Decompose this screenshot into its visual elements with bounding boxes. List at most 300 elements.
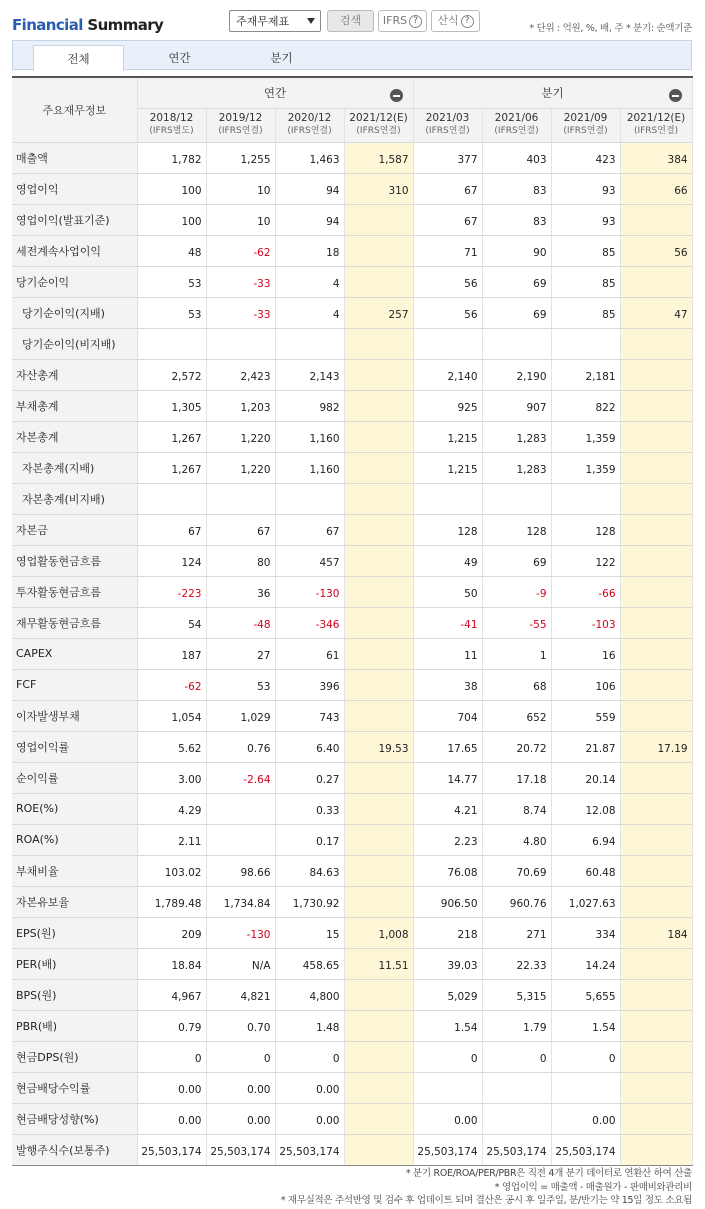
table-cell: 47 bbox=[620, 297, 692, 328]
table-cell: 67 bbox=[137, 514, 206, 545]
table-cell bbox=[620, 545, 692, 576]
table-cell: 100 bbox=[137, 204, 206, 235]
table-cell bbox=[344, 669, 413, 700]
table-cell: -103 bbox=[551, 607, 620, 638]
row-label: 당기순이익(비지배) bbox=[12, 328, 137, 359]
table-cell: 4.29 bbox=[137, 793, 206, 824]
table-cell: 1 bbox=[482, 638, 551, 669]
row-label: 자본총계(비지배) bbox=[12, 483, 137, 514]
table-cell: 1,734.84 bbox=[206, 886, 275, 917]
period-basis: (IFRS별도) bbox=[149, 126, 194, 136]
row-label: 순이익률 bbox=[12, 762, 137, 793]
period-basis: (IFRS연결) bbox=[425, 126, 470, 136]
table-cell: 83 bbox=[482, 204, 551, 235]
table-cell: -346 bbox=[275, 607, 344, 638]
table-cell: 187 bbox=[137, 638, 206, 669]
table-cell: 0.00 bbox=[275, 1103, 344, 1134]
tab-annual[interactable]: 연간 bbox=[168, 51, 191, 65]
table-row bbox=[12, 855, 692, 886]
tab-quarterly[interactable]: 분기 bbox=[270, 51, 293, 65]
table-cell: 67 bbox=[275, 514, 344, 545]
row-label: 매출액 bbox=[12, 142, 137, 173]
table-row bbox=[12, 700, 692, 731]
table-cell: 25,503,174 bbox=[482, 1134, 551, 1165]
table-cell: 76.08 bbox=[413, 855, 482, 886]
row-label: 영업활동현금흐름 bbox=[12, 545, 137, 576]
table-cell: 982 bbox=[275, 390, 344, 421]
table-cell: 0 bbox=[551, 1041, 620, 1072]
table-cell bbox=[620, 576, 692, 607]
table-cell bbox=[620, 638, 692, 669]
table-cell bbox=[206, 328, 275, 359]
table-cell bbox=[344, 1134, 413, 1165]
table-cell: 1,203 bbox=[206, 390, 275, 421]
collapse-annual-icon[interactable] bbox=[390, 89, 403, 102]
footnote: * 재무실적은 주석반영 및 검수 후 업데이트 되며 결산은 공시 후 일주일, 분/반기는 약 15일 정도 소요됨 bbox=[280, 1195, 692, 1206]
table-cell: 0.00 bbox=[413, 1103, 482, 1134]
row-label: 투자활동현금흐름 bbox=[12, 576, 137, 607]
table-cell: 5,655 bbox=[551, 979, 620, 1010]
row-label: EPS(원) bbox=[12, 917, 137, 948]
ifrs-help-button[interactable] bbox=[378, 10, 427, 32]
table-row bbox=[12, 793, 692, 824]
table-cell: 4 bbox=[275, 266, 344, 297]
table-cell bbox=[344, 266, 413, 297]
table-cell: 218 bbox=[413, 917, 482, 948]
annual-group-header bbox=[137, 77, 413, 108]
table-cell: 4,800 bbox=[275, 979, 344, 1010]
table-cell bbox=[620, 607, 692, 638]
table-cell: 377 bbox=[413, 142, 482, 173]
table-cell bbox=[344, 886, 413, 917]
table-cell: 0 bbox=[137, 1041, 206, 1072]
table-cell: 50 bbox=[413, 576, 482, 607]
table-cell: 2,572 bbox=[137, 359, 206, 390]
period-header bbox=[275, 108, 344, 142]
table-row bbox=[12, 142, 692, 173]
table-cell: 70.69 bbox=[482, 855, 551, 886]
row-label: 영업이익(발표기준) bbox=[12, 204, 137, 235]
period-label: 2021/12(E) bbox=[626, 112, 686, 124]
table-cell bbox=[344, 824, 413, 855]
table-cell: -62 bbox=[206, 235, 275, 266]
table-cell: 271 bbox=[482, 917, 551, 948]
table-cell bbox=[620, 669, 692, 700]
row-label: PBR(배) bbox=[12, 1010, 137, 1041]
table-row bbox=[12, 917, 692, 948]
table-cell: 85 bbox=[551, 266, 620, 297]
table-cell: 106 bbox=[551, 669, 620, 700]
period-label: 2019/12 bbox=[218, 112, 263, 124]
table-row bbox=[12, 731, 692, 762]
table-cell: 257 bbox=[344, 297, 413, 328]
table-cell: 84.63 bbox=[275, 855, 344, 886]
table-cell: -48 bbox=[206, 607, 275, 638]
table-cell bbox=[620, 793, 692, 824]
table-cell: -66 bbox=[551, 576, 620, 607]
table-cell: 0 bbox=[206, 1041, 275, 1072]
table-cell: 1.48 bbox=[275, 1010, 344, 1041]
row-label: 자본금 bbox=[12, 514, 137, 545]
table-cell: 6.94 bbox=[551, 824, 620, 855]
table-cell bbox=[620, 1072, 692, 1103]
tab-all[interactable]: 전체 bbox=[33, 45, 124, 71]
table-cell: 0.17 bbox=[275, 824, 344, 855]
table-cell: 39.03 bbox=[413, 948, 482, 979]
period-header bbox=[137, 108, 206, 142]
table-cell: 0 bbox=[482, 1041, 551, 1072]
row-label: 세전계속사업이익 bbox=[12, 235, 137, 266]
table-cell: 559 bbox=[551, 700, 620, 731]
table-cell bbox=[620, 421, 692, 452]
table-cell: 1,283 bbox=[482, 421, 551, 452]
table-cell: 2,181 bbox=[551, 359, 620, 390]
search-button[interactable]: 검색 bbox=[327, 10, 374, 32]
row-label: 영업이익률 bbox=[12, 731, 137, 762]
row-label: FCF bbox=[12, 669, 137, 700]
table-row bbox=[12, 483, 692, 514]
table-cell: -130 bbox=[275, 576, 344, 607]
table-cell: 27 bbox=[206, 638, 275, 669]
table-cell bbox=[620, 855, 692, 886]
row-label: ROE(%) bbox=[12, 793, 137, 824]
table-cell: 1,283 bbox=[482, 452, 551, 483]
row-label: 자본총계(지배) bbox=[12, 452, 137, 483]
footnote: * 영업이익 = 매출액 - 매출원가 - 판매비와관리비 bbox=[494, 1181, 692, 1193]
table-cell: 56 bbox=[620, 235, 692, 266]
period-label: 2021/06 bbox=[494, 112, 539, 124]
table-cell bbox=[620, 390, 692, 421]
section-title bbox=[12, 16, 163, 34]
row-label: 자본유보율 bbox=[12, 886, 137, 917]
table-cell: 1.79 bbox=[482, 1010, 551, 1041]
table-cell bbox=[344, 421, 413, 452]
table-cell: -62 bbox=[137, 669, 206, 700]
table-row bbox=[12, 297, 692, 328]
table-row bbox=[12, 1072, 692, 1103]
table-row bbox=[12, 607, 692, 638]
table-cell: 1,789.48 bbox=[137, 886, 206, 917]
table-row bbox=[12, 824, 692, 855]
row-label: 이자발생부채 bbox=[12, 700, 137, 731]
table-cell: 11.51 bbox=[344, 948, 413, 979]
table-cell bbox=[620, 1134, 692, 1165]
table-cell: 1,255 bbox=[206, 142, 275, 173]
period-label: 2021/09 bbox=[563, 112, 608, 124]
table-cell bbox=[482, 1103, 551, 1134]
table-cell: 0 bbox=[275, 1041, 344, 1072]
table-cell: 1,220 bbox=[206, 452, 275, 483]
table-cell: 10 bbox=[206, 204, 275, 235]
table-row bbox=[12, 514, 692, 545]
footnote: * 분기 ROE/ROA/PER/PBR은 직전 4개 분기 데이터로 연환산 하여 산출 bbox=[405, 1168, 692, 1179]
table-cell: 25,503,174 bbox=[413, 1134, 482, 1165]
table-cell: 5,029 bbox=[413, 979, 482, 1010]
table-cell bbox=[275, 328, 344, 359]
table-cell: 128 bbox=[413, 514, 482, 545]
table-cell: 71 bbox=[413, 235, 482, 266]
table-cell: 21.87 bbox=[551, 731, 620, 762]
row-label: PER(배) bbox=[12, 948, 137, 979]
table-cell: 53 bbox=[206, 669, 275, 700]
table-cell: 4.80 bbox=[482, 824, 551, 855]
row-label: 부채비율 bbox=[12, 855, 137, 886]
table-cell: 457 bbox=[275, 545, 344, 576]
select-value: 주재무제표 bbox=[236, 15, 290, 28]
row-label: 부채총계 bbox=[12, 390, 137, 421]
table-cell: 1,215 bbox=[413, 452, 482, 483]
table-cell: 1,267 bbox=[137, 421, 206, 452]
ifrs-label: IFRS bbox=[382, 14, 408, 27]
table-cell: 0.27 bbox=[275, 762, 344, 793]
formula-help-button[interactable] bbox=[431, 10, 480, 32]
table-row bbox=[12, 1010, 692, 1041]
table-cell bbox=[482, 1072, 551, 1103]
table-cell: 423 bbox=[551, 142, 620, 173]
table-cell: 67 bbox=[413, 204, 482, 235]
table-cell bbox=[620, 204, 692, 235]
table-cell: 384 bbox=[620, 142, 692, 173]
table-cell: 103.02 bbox=[137, 855, 206, 886]
table-cell: 67 bbox=[413, 173, 482, 204]
table-cell: 0.00 bbox=[137, 1072, 206, 1103]
row-label: CAPEX bbox=[12, 638, 137, 669]
table-row bbox=[12, 1103, 692, 1134]
table-cell bbox=[344, 607, 413, 638]
table-row bbox=[12, 328, 692, 359]
quarter-group-header bbox=[413, 77, 692, 108]
table-cell: 90 bbox=[482, 235, 551, 266]
table-cell: -130 bbox=[206, 917, 275, 948]
chevron-down-icon bbox=[307, 18, 315, 24]
table-row bbox=[12, 390, 692, 421]
table-cell bbox=[620, 514, 692, 545]
table-cell: 18 bbox=[275, 235, 344, 266]
table-cell: 396 bbox=[275, 669, 344, 700]
table-cell: 53 bbox=[137, 297, 206, 328]
table-cell: -33 bbox=[206, 297, 275, 328]
period-basis: (IFRS연결) bbox=[633, 126, 679, 136]
table-cell: 85 bbox=[551, 297, 620, 328]
table-row bbox=[12, 1134, 692, 1165]
table-cell: 5.62 bbox=[137, 731, 206, 762]
row-label: 재무활동현금흐름 bbox=[12, 607, 137, 638]
table-cell: 0.00 bbox=[275, 1072, 344, 1103]
table-cell: 4,967 bbox=[137, 979, 206, 1010]
table-cell bbox=[137, 328, 206, 359]
table-row bbox=[12, 421, 692, 452]
table-cell: 0.00 bbox=[137, 1103, 206, 1134]
table-cell bbox=[620, 483, 692, 514]
period-header bbox=[344, 108, 413, 142]
table-cell: 1,029 bbox=[206, 700, 275, 731]
table-cell: 1.54 bbox=[551, 1010, 620, 1041]
table-cell: 19.53 bbox=[344, 731, 413, 762]
table-cell: 48 bbox=[137, 235, 206, 266]
table-cell: 704 bbox=[413, 700, 482, 731]
table-cell: 1,463 bbox=[275, 142, 344, 173]
table-cell bbox=[344, 1103, 413, 1134]
table-cell: 2,423 bbox=[206, 359, 275, 390]
table-cell bbox=[137, 483, 206, 514]
statement-type-select[interactable] bbox=[229, 10, 321, 32]
table-cell bbox=[344, 855, 413, 886]
table-cell: 14.24 bbox=[551, 948, 620, 979]
table-cell: 11 bbox=[413, 638, 482, 669]
table-cell: 25,503,174 bbox=[137, 1134, 206, 1165]
help-icon: ? bbox=[461, 15, 474, 28]
table-cell bbox=[551, 1072, 620, 1103]
row-label: BPS(원) bbox=[12, 979, 137, 1010]
table-cell: 403 bbox=[482, 142, 551, 173]
table-cell bbox=[344, 1010, 413, 1041]
table-cell bbox=[551, 328, 620, 359]
period-label: 2021/12(E) bbox=[349, 112, 408, 124]
table-cell: 0 bbox=[413, 1041, 482, 1072]
table-cell bbox=[344, 700, 413, 731]
table-cell: 1,160 bbox=[275, 421, 344, 452]
table-cell: 36 bbox=[206, 576, 275, 607]
table-cell: 80 bbox=[206, 545, 275, 576]
table-cell: 69 bbox=[482, 266, 551, 297]
table-cell: 122 bbox=[551, 545, 620, 576]
table-cell: 1.54 bbox=[413, 1010, 482, 1041]
table-cell bbox=[206, 793, 275, 824]
table-cell: 14.77 bbox=[413, 762, 482, 793]
row-label: 현금DPS(원) bbox=[12, 1041, 137, 1072]
table-cell: 2.11 bbox=[137, 824, 206, 855]
table-cell: 10 bbox=[206, 173, 275, 204]
table-cell bbox=[344, 762, 413, 793]
table-cell: 906.50 bbox=[413, 886, 482, 917]
table-cell: 458.65 bbox=[275, 948, 344, 979]
table-cell bbox=[344, 452, 413, 483]
table-cell bbox=[620, 762, 692, 793]
table-cell: 25,503,174 bbox=[206, 1134, 275, 1165]
table-cell: 15 bbox=[275, 917, 344, 948]
period-tabs bbox=[12, 40, 692, 70]
table-cell: N/A bbox=[206, 948, 275, 979]
header bbox=[0, 0, 705, 40]
period-basis: (IFRS연결) bbox=[218, 126, 263, 136]
period-basis: (IFRS연결) bbox=[563, 126, 608, 136]
table-cell: 2,140 bbox=[413, 359, 482, 390]
title-summary: Summary bbox=[87, 16, 164, 34]
table-cell: 925 bbox=[413, 390, 482, 421]
unit-note: * 단위 : 억원, %, 배, 주 * 분기: 순액기준 bbox=[529, 23, 692, 34]
table-cell: 0.00 bbox=[551, 1103, 620, 1134]
table-cell bbox=[482, 328, 551, 359]
table-cell: 53 bbox=[137, 266, 206, 297]
table-cell: 124 bbox=[137, 545, 206, 576]
table-cell: 18.84 bbox=[137, 948, 206, 979]
table-cell: 960.76 bbox=[482, 886, 551, 917]
table-cell bbox=[620, 328, 692, 359]
help-icon: ? bbox=[409, 15, 422, 28]
table-row bbox=[12, 545, 692, 576]
title-financial: Financial bbox=[12, 16, 83, 34]
table-cell bbox=[551, 483, 620, 514]
row-label: 당기순이익(지배) bbox=[12, 297, 137, 328]
table-cell bbox=[206, 824, 275, 855]
table-cell: 1,215 bbox=[413, 421, 482, 452]
table-cell: 98.66 bbox=[206, 855, 275, 886]
table-cell: 56 bbox=[413, 266, 482, 297]
table-cell bbox=[620, 359, 692, 390]
table-cell bbox=[275, 483, 344, 514]
table-row bbox=[12, 173, 692, 204]
table-cell bbox=[344, 235, 413, 266]
table-row bbox=[12, 669, 692, 700]
table-row bbox=[12, 638, 692, 669]
table-cell: 0.00 bbox=[206, 1103, 275, 1134]
table-cell: 0.00 bbox=[206, 1072, 275, 1103]
table-cell: 94 bbox=[275, 204, 344, 235]
table-cell: -9 bbox=[482, 576, 551, 607]
table-cell: 83 bbox=[482, 173, 551, 204]
table-row bbox=[12, 762, 692, 793]
period-basis: (IFRS연결) bbox=[287, 126, 332, 136]
table-cell bbox=[620, 266, 692, 297]
table-cell: 184 bbox=[620, 917, 692, 948]
table-cell: 85 bbox=[551, 235, 620, 266]
financial-summary-table bbox=[12, 76, 693, 1166]
table-cell: 652 bbox=[482, 700, 551, 731]
table-cell: 128 bbox=[482, 514, 551, 545]
table-cell: 69 bbox=[482, 297, 551, 328]
table-cell: 5,315 bbox=[482, 979, 551, 1010]
table-row bbox=[12, 948, 692, 979]
table-cell: 743 bbox=[275, 700, 344, 731]
table-cell: 93 bbox=[551, 204, 620, 235]
table-cell: 310 bbox=[344, 173, 413, 204]
period-header bbox=[620, 108, 692, 142]
table-cell bbox=[413, 328, 482, 359]
table-cell: 1,267 bbox=[137, 452, 206, 483]
row-label: 당기순이익 bbox=[12, 266, 137, 297]
period-basis: (IFRS연결) bbox=[494, 126, 539, 136]
table-cell: 0.76 bbox=[206, 731, 275, 762]
table-cell bbox=[206, 483, 275, 514]
table-cell bbox=[344, 514, 413, 545]
period-label: 2021/03 bbox=[425, 112, 470, 124]
table-cell: 93 bbox=[551, 173, 620, 204]
table-cell: 2,143 bbox=[275, 359, 344, 390]
table-cell: 3.00 bbox=[137, 762, 206, 793]
collapse-quarter-icon[interactable] bbox=[669, 89, 682, 102]
period-header bbox=[206, 108, 275, 142]
table-cell bbox=[344, 359, 413, 390]
table-cell: 6.40 bbox=[275, 731, 344, 762]
table-cell: 20.72 bbox=[482, 731, 551, 762]
table-cell: 4 bbox=[275, 297, 344, 328]
table-cell: 1,587 bbox=[344, 142, 413, 173]
period-label: 2018/12 bbox=[149, 112, 194, 124]
table-cell: -33 bbox=[206, 266, 275, 297]
table-cell bbox=[413, 483, 482, 514]
table-cell: 17.65 bbox=[413, 731, 482, 762]
table-cell: 1,359 bbox=[551, 421, 620, 452]
table-cell: 1,008 bbox=[344, 917, 413, 948]
period-header bbox=[482, 108, 551, 142]
row-label: 현금배당수익률 bbox=[12, 1072, 137, 1103]
table-cell: 56 bbox=[413, 297, 482, 328]
table-cell bbox=[344, 793, 413, 824]
table-cell bbox=[620, 886, 692, 917]
table-cell: 1,305 bbox=[137, 390, 206, 421]
table-cell: 209 bbox=[137, 917, 206, 948]
table-cell bbox=[344, 638, 413, 669]
